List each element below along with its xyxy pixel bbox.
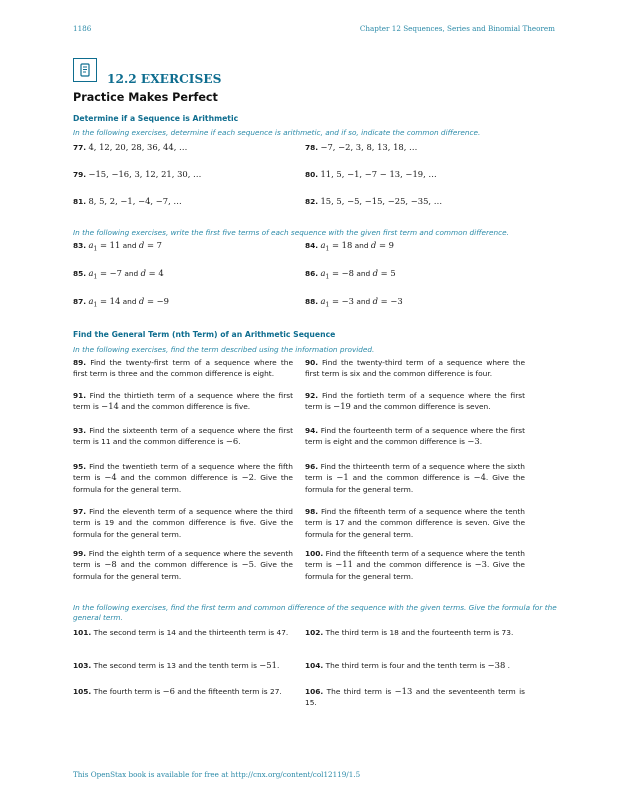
page-number: 1186 [73,24,92,33]
chapter-title: Chapter 12 Sequences, Series and Binomial Theorem [359,24,555,33]
exercise-pencil-icon [73,58,97,82]
group1-instruction: In the following exercises, determine if each sequence is arithmetic, and if so, indicate the common difference. [73,128,481,137]
exercise-106: 106. The third term is −13 and the seventeenth term is 15. [305,686,525,708]
exercise-93: 93. Find the sixteenth term of a sequence where the first term is 11 and the common difference is −6. [73,426,293,447]
exercise-104: 104. The third term is four and the tenth term is −38 . [305,660,511,670]
exercise-92: 92. Find the fortieth term of a sequence where the first term is −19 and the common difference is seven. [305,391,525,412]
exercise-83: 83. $a_1 = 11$ and d = 7 [73,240,162,253]
exercise-79: 79. −15, −16, 3, 12, 21, 30, … [73,169,202,179]
group2-instruction: In the following exercises, write the first five terms of each sequence with the given first term and common difference. [73,228,509,237]
exercise-103: 103. The second term is 13 and the tenth term is −51. [73,660,280,670]
group4-instruction: In the following exercises, find the first term and common difference of the sequence with the given terms. Give the formula for the general term. [73,603,557,622]
exercise-78: 78. −7, −2, 3, 8, 13, 18, … [305,142,418,152]
group3-heading: Find the General Term (nth Term) of an Arithmetic Sequence [73,330,336,339]
exercise-89: 89. Find the twenty-first term of a sequence where the first term is three and the common difference is eight. [73,358,293,379]
group1-heading: Determine if a Sequence is Arithmetic [73,114,239,123]
exercise-94: 94. Find the fourteenth term of a sequence where the first term is eight and the common difference is −3. [305,426,526,447]
exercise-105: 105. The fourth term is −6 and the fifteenth term is 27. [73,686,282,696]
exercise-97: 97. Find the eleventh term of a sequence where the third term is 19 and the common difference is five. Give the formula for the general term. [73,507,293,539]
exercise-86: 86. $a_1 = -8$ and d = 5 [305,268,396,281]
exercise-101: 101. The second term is 14 and the thirteenth term is 47. [73,628,289,637]
exercise-77: 77. 4, 12, 20, 28, 36, 44, … [73,142,188,152]
exercise-85: 85. $a_1 = -7$ and d = 4 [73,268,164,281]
exercise-99: 99. Find the eighth term of a sequence where the seventh term is −8 and the common difference is −5. Give the formula for the general term. [73,549,293,581]
exercise-81: 81. 8, 5, 2, −1, −4, −7, … [73,196,182,206]
group3-instruction: In the following exercises, find the term described using the information provided. [73,345,375,354]
section-subtitle: Practice Makes Perfect [73,91,218,104]
section-title: 12.2 EXERCISES [107,72,222,86]
exercise-98: 98. Find the fifteenth term of a sequence where the tenth term is 17 and the common difference is seven. Give the formula for the general term. [305,507,525,539]
exercise-82: 82. 15, 5, −5, −15, −25, −35, … [305,196,443,206]
exercise-84: 84. $a_1 = 18$ and d = 9 [305,240,394,253]
exercise-90: 90. Find the twenty-third term of a sequence where the first term is six and the common difference is four. [305,358,525,379]
exercise-96: 96. Find the thirteenth term of a sequence where the sixth term is −1 and the common difference is −4. Give the formula for the general term. [305,462,525,494]
exercise-80: 80. 11, 5, −1, −7 − 13, −19, … [305,169,437,179]
exercise-100: 100. Find the fifteenth term of a sequence where the tenth term is −11 and the common difference is −3. Give the formula for the general term. [305,549,525,581]
exercise-87: 87. $a_1 = 14$ and d = −9 [73,296,169,309]
exercise-88: 88. $a_1 = -3$ and d = −3 [305,296,403,309]
exercise-95: 95. Find the twentieth term of a sequence where the fifth term is −4 and the common difference is −2. Give the formula for the general term. [73,462,293,494]
exercise-91: 91. Find the thirtieth term of a sequence where the first term is −14 and the common difference is five. [73,391,293,412]
exercise-102: 102. The third term is 18 and the fourteenth term is 73. [305,628,514,637]
footer-source-link[interactable]: This OpenStax book is available for free at http://cnx.org/content/col12119/1.5 [73,770,361,779]
